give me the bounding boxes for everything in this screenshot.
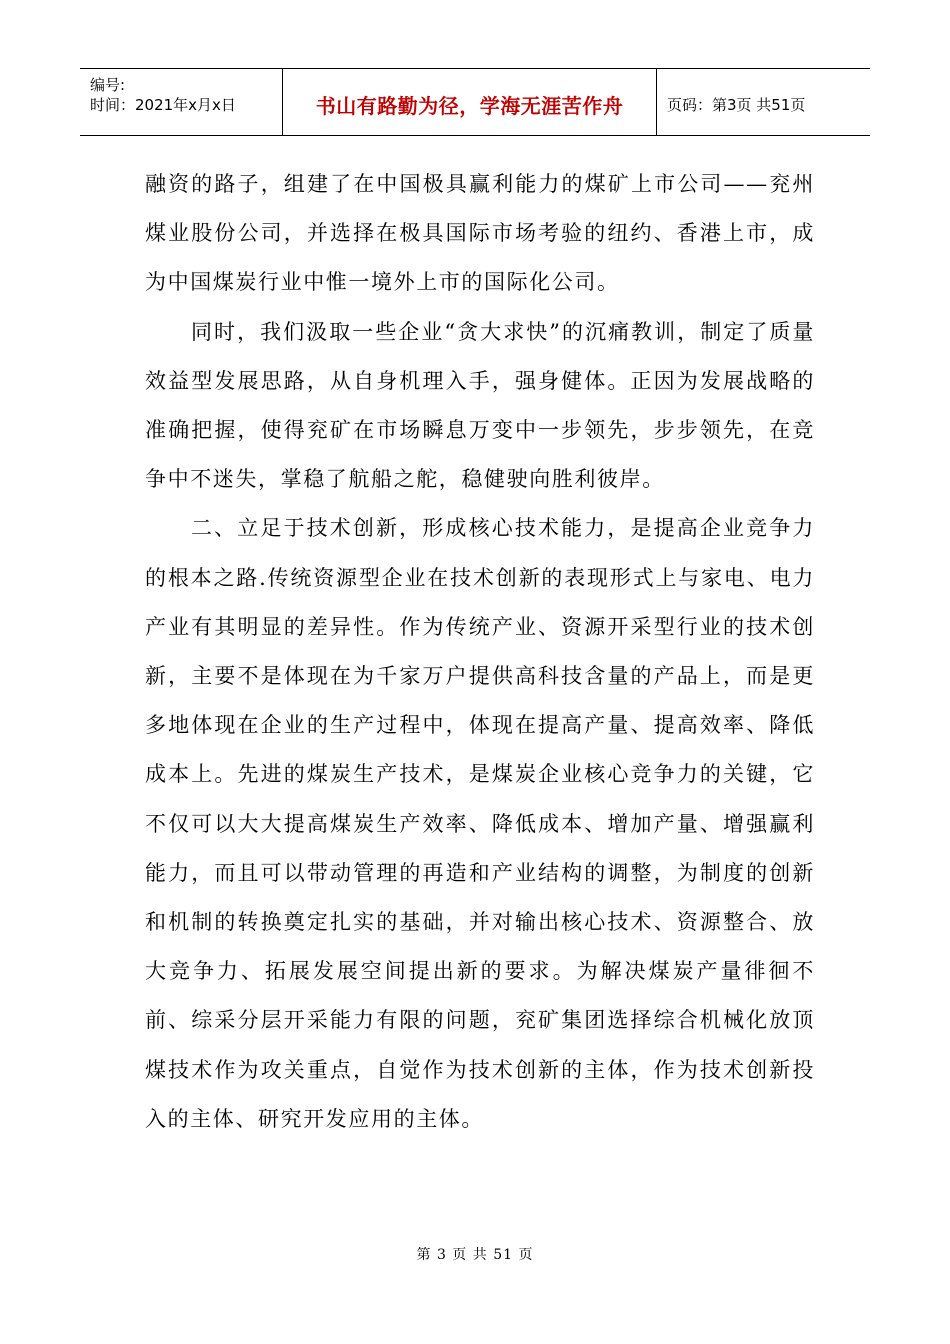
- body-paragraph: 融资的路子，组建了在中国极具赢利能力的煤矿上市公司——兖州煤业股份公司，并选择在极具国际市场考验的纽约、香港上市，成为中国煤炭行业中惟一境外上市的国际化公司。: [145, 172, 815, 295]
- header-meta: [80, 69, 283, 135]
- document-body: [145, 160, 815, 1144]
- body-paragraph: 同时，我们汲取一些企业“贪大求快”的沉痛教训，制定了质量效益型发展思路，从自身机理入手，强身健体。正因为发展战略的准确把握，使得兖矿在市场瞬息万变中一步领先，步步领先，在竞争中不迷失，掌稳了航船之舵，稳健驶向胜利彼岸。: [145, 319, 815, 492]
- page-header: [80, 68, 870, 136]
- document-time-label: 时间：2021年x月x日: [90, 96, 236, 114]
- page-footer: 第 3 页 共 51 页: [416, 1247, 534, 1263]
- document-number-label: 编号:: [90, 76, 126, 94]
- header-page-info: 页码：第3页 共51页: [667, 95, 806, 114]
- header-motto: 书山有路勤为径，学海无涯苦作舟: [283, 69, 657, 135]
- body-paragraph: 二、立足于技术创新，形成核心技术能力，是提高企业竞争力的根本之路.传统资源型企业在技术创新的表现形式上与家电、电力产业有其明显的差异性。作为传统产业、资源开采型行业的技术创新，主要不是体现在为千家万户提供高科技含量的产品上，而是更多地体现在企业的生产过程中，体现在提高产量、提高效率、降低成本上。先进的煤炭生产技术，是煤炭企业核心竞争力的关键，它不仅可以大大提高煤炭生产效率、降低成本、增加产量、增强赢利能力，而且可以带动管理的再造和产业结构的调整，为制度的创新和机制的转换奠定扎实的基础，并对输出核心技术、资源整合、放大竞争力、拓展发展空间提出新的要求。为解决煤炭产量徘徊不前、综采分层开采能力有限的问题，兖矿集团选择综合机械化放顶煤技术作为攻关重点，自觉作为技术创新的主体，作为技术创新投入的主体、研究开发应用的主体。: [145, 516, 815, 1131]
